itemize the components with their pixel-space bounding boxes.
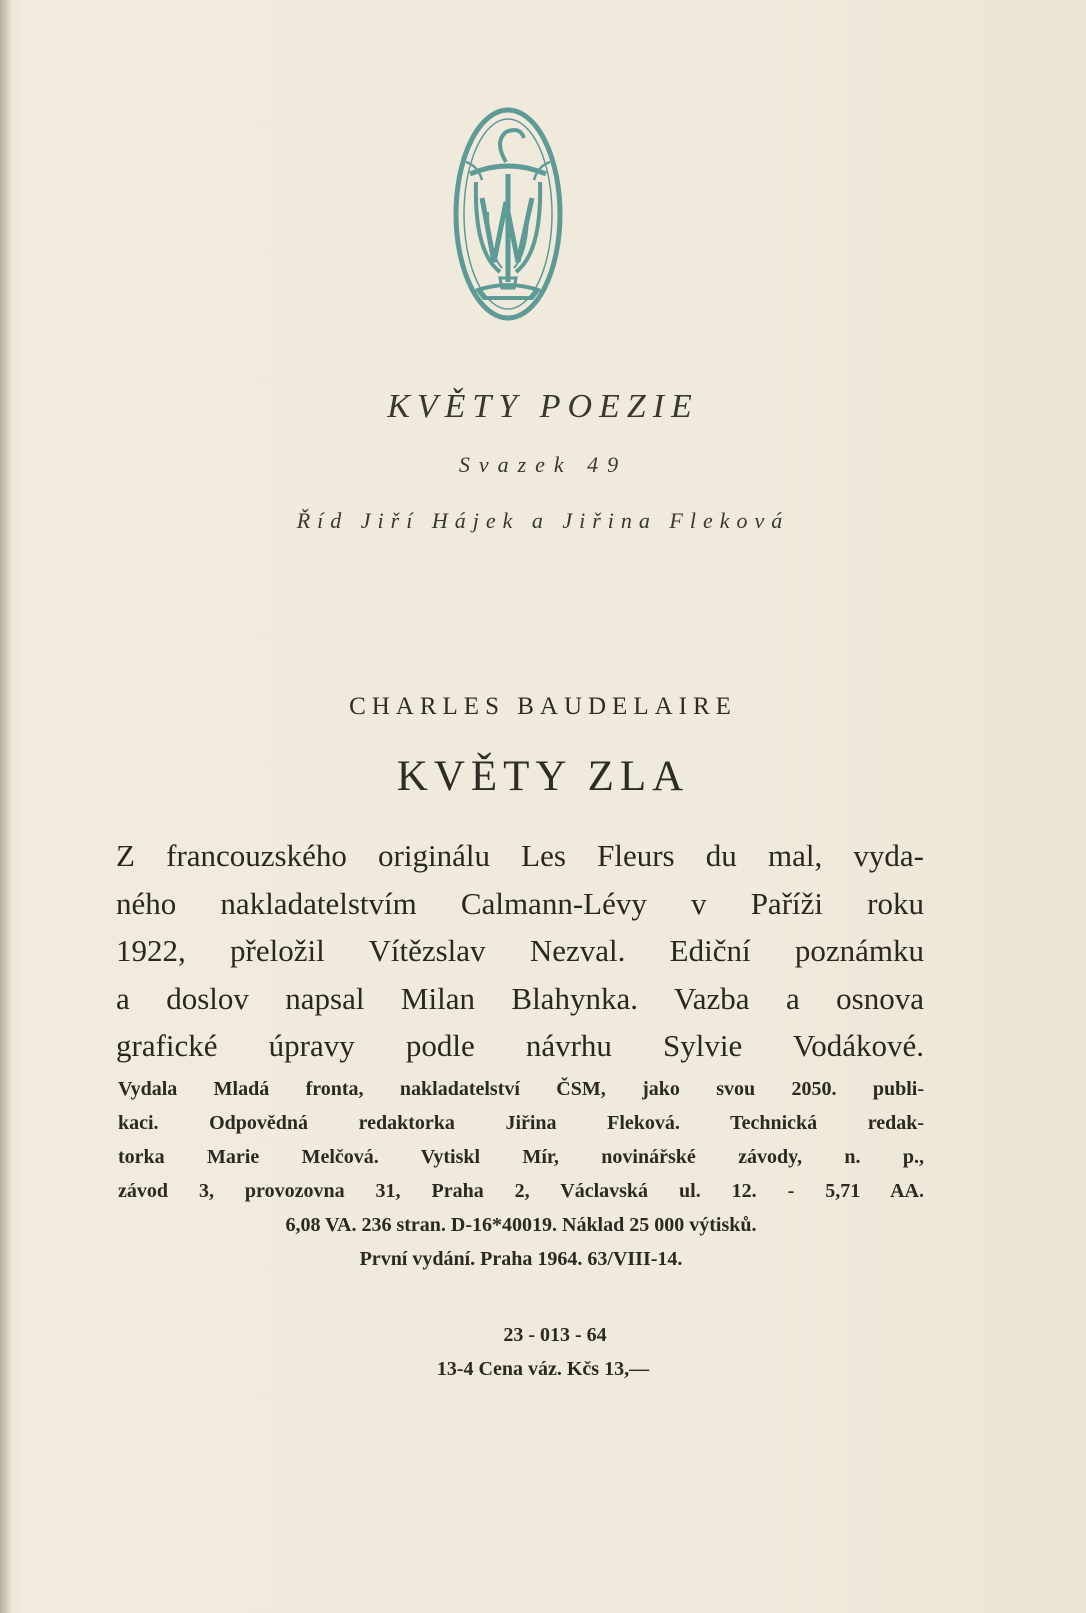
publisher-vase-emblem-icon [448,102,574,328]
imprint-line: Vydala Mladá fronta, nakladatelství ČSM, jako svou 2050. publi- [118,1078,924,1100]
series-title: KVĚTY POEZIE [387,388,699,425]
imprint-line: závod 3, provozovna 31, Praha 2, Václavská ul. 12. - 5,71 AA. [118,1180,924,1202]
translation-note [116,832,924,1070]
note-line: 1922, přeložil Vítězslav Nezval. Ediční poznámku [116,933,924,968]
imprint-line: První vydání. Praha 1964. 63/VIII-14. [359,1248,683,1270]
book-title: KVĚTY ZLA [396,753,690,800]
imprint [118,1072,924,1276]
book-author: CHARLES BAUDELAIRE [349,693,737,720]
note-line: ného nakladatelstvím Calmann-Lévy v Paříži roku [116,885,924,921]
note-line: grafické úpravy podle návrhu Sylvie Vodákové. [116,1028,924,1063]
imprint-line: kaci. Odpovědná redaktorka Jiřina Fleková. Technická redak- [118,1112,924,1134]
imprint-line: 6,08 VA. 236 stran. D-16*40019. Náklad 25 000 výtisků. [285,1214,757,1236]
note-line: a doslov napsal Milan Blahynka. Vazba a osnova [116,980,924,1016]
imprint-line: torka Marie Melčová. Vytiskl Mír, novinářské závody, n. p., [118,1146,924,1168]
catalog-codes [0,1318,1086,1386]
catalog-number: 23 - 013 - 64 [503,1324,607,1346]
note-line: Z francouzského originálu Les Fleurs du mal, vyda- [116,838,924,873]
series-editors: Říd Jiří Hájek a Jiřina Fleková [296,508,790,533]
price-line: 13-4 Cena váz. Kčs 13,— [436,1358,650,1380]
series-volume: Svazek 49 [458,452,628,477]
